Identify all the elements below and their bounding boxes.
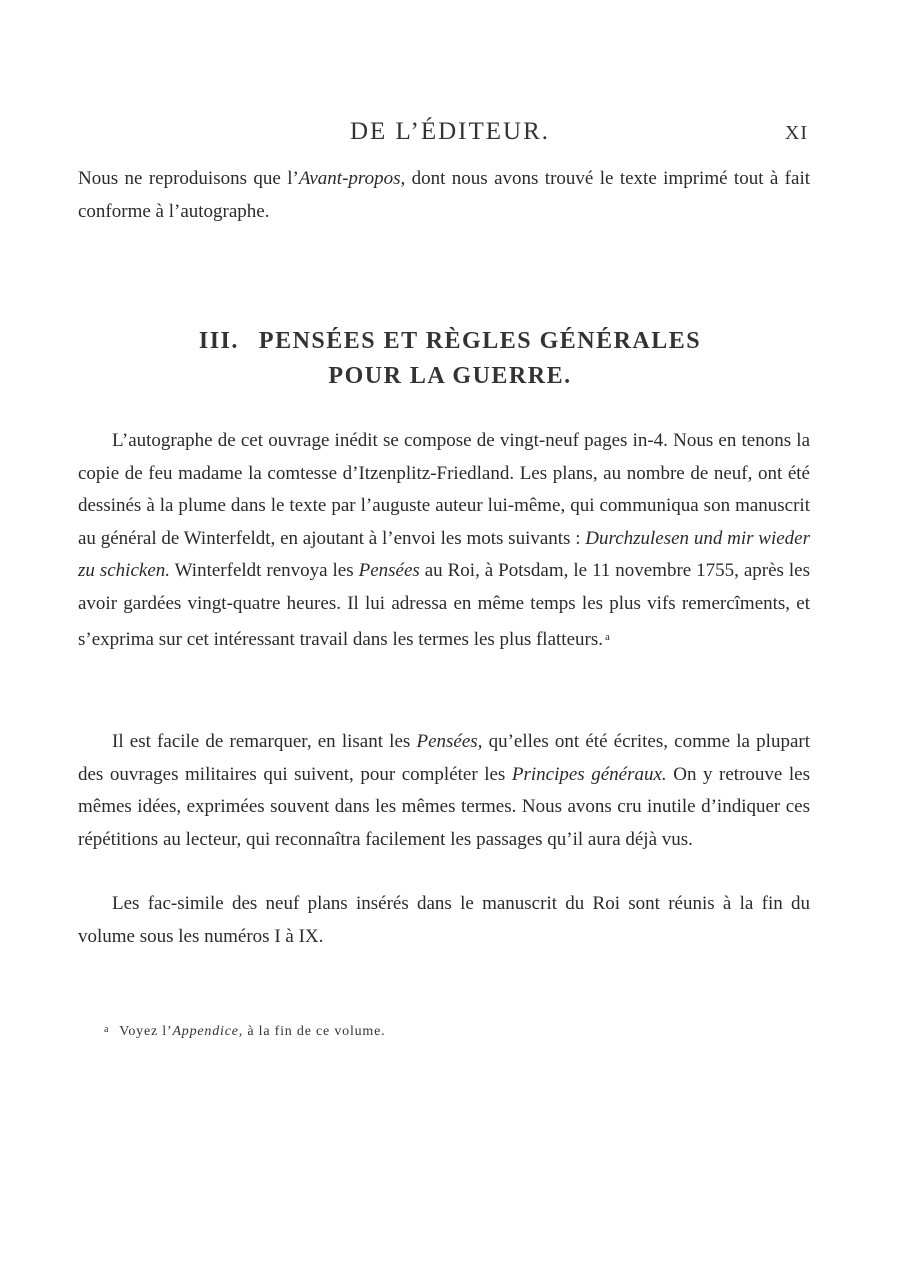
paragraph-autographe <box>78 425 810 656</box>
running-head <box>0 118 900 152</box>
italic-quote: Durchzulesen und mir wieder zu schicken. <box>78 527 810 582</box>
paragraph-text: Les fac-simile des neuf plans insérés dans le manuscrit du Roi sont réunis à la fin du volume sous les numéros I à IX. <box>78 893 810 947</box>
paragraph-avant-propos <box>78 163 810 228</box>
paragraph-pensees <box>78 726 810 856</box>
italic-title: Pensées <box>358 560 420 582</box>
paragraph-text: Il est facile de remarquer, en lisant les <box>112 731 417 752</box>
paragraph-text: qu’elles ont été écrites, comme la plupart des ouvrages militaires qui suivent, pour compléter les <box>78 731 810 785</box>
footnote-mark: a <box>104 1024 110 1035</box>
section-title-line1: PENSÉES ET RÈGLES GÉNÉRALES <box>258 328 702 354</box>
running-title: DE L’ÉDITEUR. <box>349 118 551 145</box>
section-title-line2: POUR LA GUERRE. <box>328 363 572 389</box>
page-number: XI <box>784 122 808 144</box>
footnote-text: à la fin de ce volume. <box>243 1024 386 1039</box>
italic-title: Avant-propos, <box>298 168 406 189</box>
paragraph-text: On y retrouve les mêmes idées, exprimées souvent dans les mêmes termes. Nous avons cru inutile d’indiquer ces répétitions au lecteur, qui reconnaîtra facilement les passages qu’il aura déjà vus. <box>78 763 810 850</box>
paragraph-text: Winterfeldt renvoya les <box>170 560 359 582</box>
section-heading <box>0 324 900 394</box>
paragraph-text: dont nous avons trouvé le texte imprimé tout à fait conforme à l’autographe. <box>78 168 811 222</box>
footnote-text: Voyez l’ <box>119 1024 173 1039</box>
footnote-reference[interactable]: a <box>604 630 610 643</box>
paragraph-text: Nous ne reproduisons que l’ <box>78 168 299 189</box>
footnote-italic: Appendice, <box>172 1024 244 1039</box>
paragraph-fac-simile <box>78 888 810 953</box>
footnote <box>104 1024 385 1040</box>
paragraph-text: au Roi, à Potsdam, le 11 novembre 1755, après les avoir gardées vingt-quatre heures. Il lui adressa en même temps les plus vifs remercîments, et s’exprima sur cet intéressant travail dans les termes les plus flatteurs. <box>78 560 810 650</box>
paragraph-text: L’autographe de cet ouvrage inédit se compose de vingt-neuf pages in-4. Nous en tenons la copie de feu madame la comtesse d’Itzenplitz-Friedland. Les plans, au nombre de neuf, ont été dessinés à la plume dans le texte par l’auguste auteur lui-même, qui communiqua son manuscrit au général de Winterfeldt, en ajoutant à l’envoi les mots suivants : <box>78 430 810 549</box>
section-number: III. <box>198 328 239 354</box>
italic-title: Principes généraux. <box>511 763 667 785</box>
italic-title: Pensées, <box>416 731 483 752</box>
